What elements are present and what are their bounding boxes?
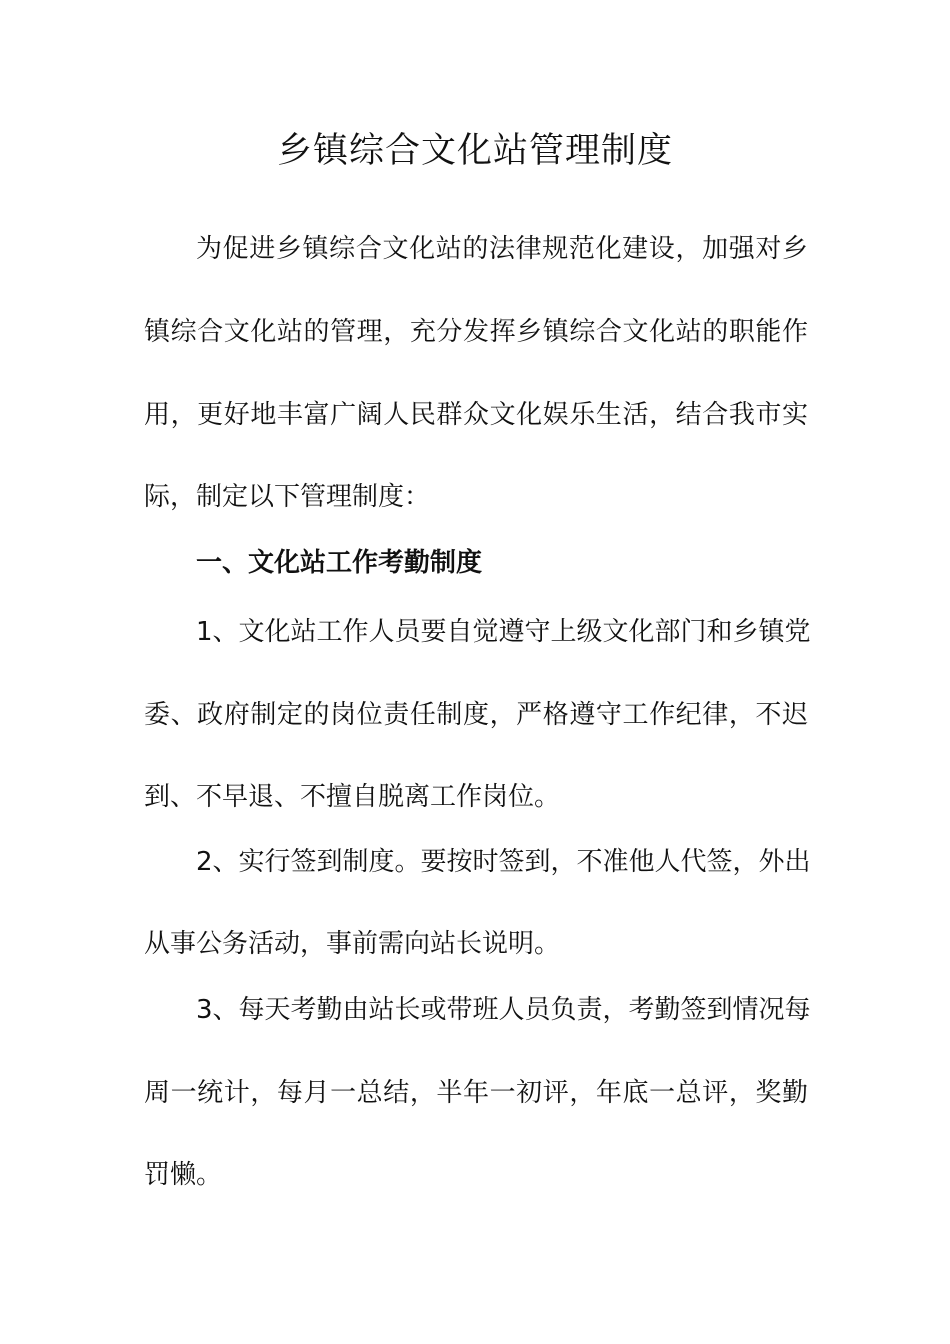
paragraph-line: 从事公务活动，事前需向站长说明。 (144, 929, 561, 959)
paragraph-line: 到、不早退、不擅自脱离工作岗位。 (144, 782, 561, 812)
paragraph-line: 2、实行签到制度。要按时签到，不准他人代签，外出 (196, 847, 811, 877)
paragraph-line: 用，更好地丰富广阔人民群众文化娱乐生活，结合我市实 (144, 400, 808, 430)
paragraph-line: 3、每天考勤由站长或带班人员负责，考勤签到情况每 (196, 995, 811, 1025)
paragraph-line: 镇综合文化站的管理，充分发挥乡镇综合文化站的职能作 (144, 317, 808, 347)
paragraph-line: 委、政府制定的岗位责任制度，严格遵守工作纪律，不迟 (144, 700, 808, 730)
paragraph-line: 周一统计，每月一总结，半年一初评，年底一总评，奖勤 (144, 1078, 808, 1108)
paragraph-line: 1、文化站工作人员要自觉遵守上级文化部门和乡镇党 (196, 617, 811, 647)
section-heading: 一、文化站工作考勤制度 (196, 548, 483, 578)
document-title: 乡镇综合文化站管理制度 (276, 131, 673, 171)
paragraph-line: 际，制定以下管理制度： (144, 482, 431, 512)
paragraph-line: 为促进乡镇综合文化站的法律规范化建设，加强对乡 (196, 234, 808, 264)
paragraph-line: 罚懒。 (144, 1160, 223, 1190)
